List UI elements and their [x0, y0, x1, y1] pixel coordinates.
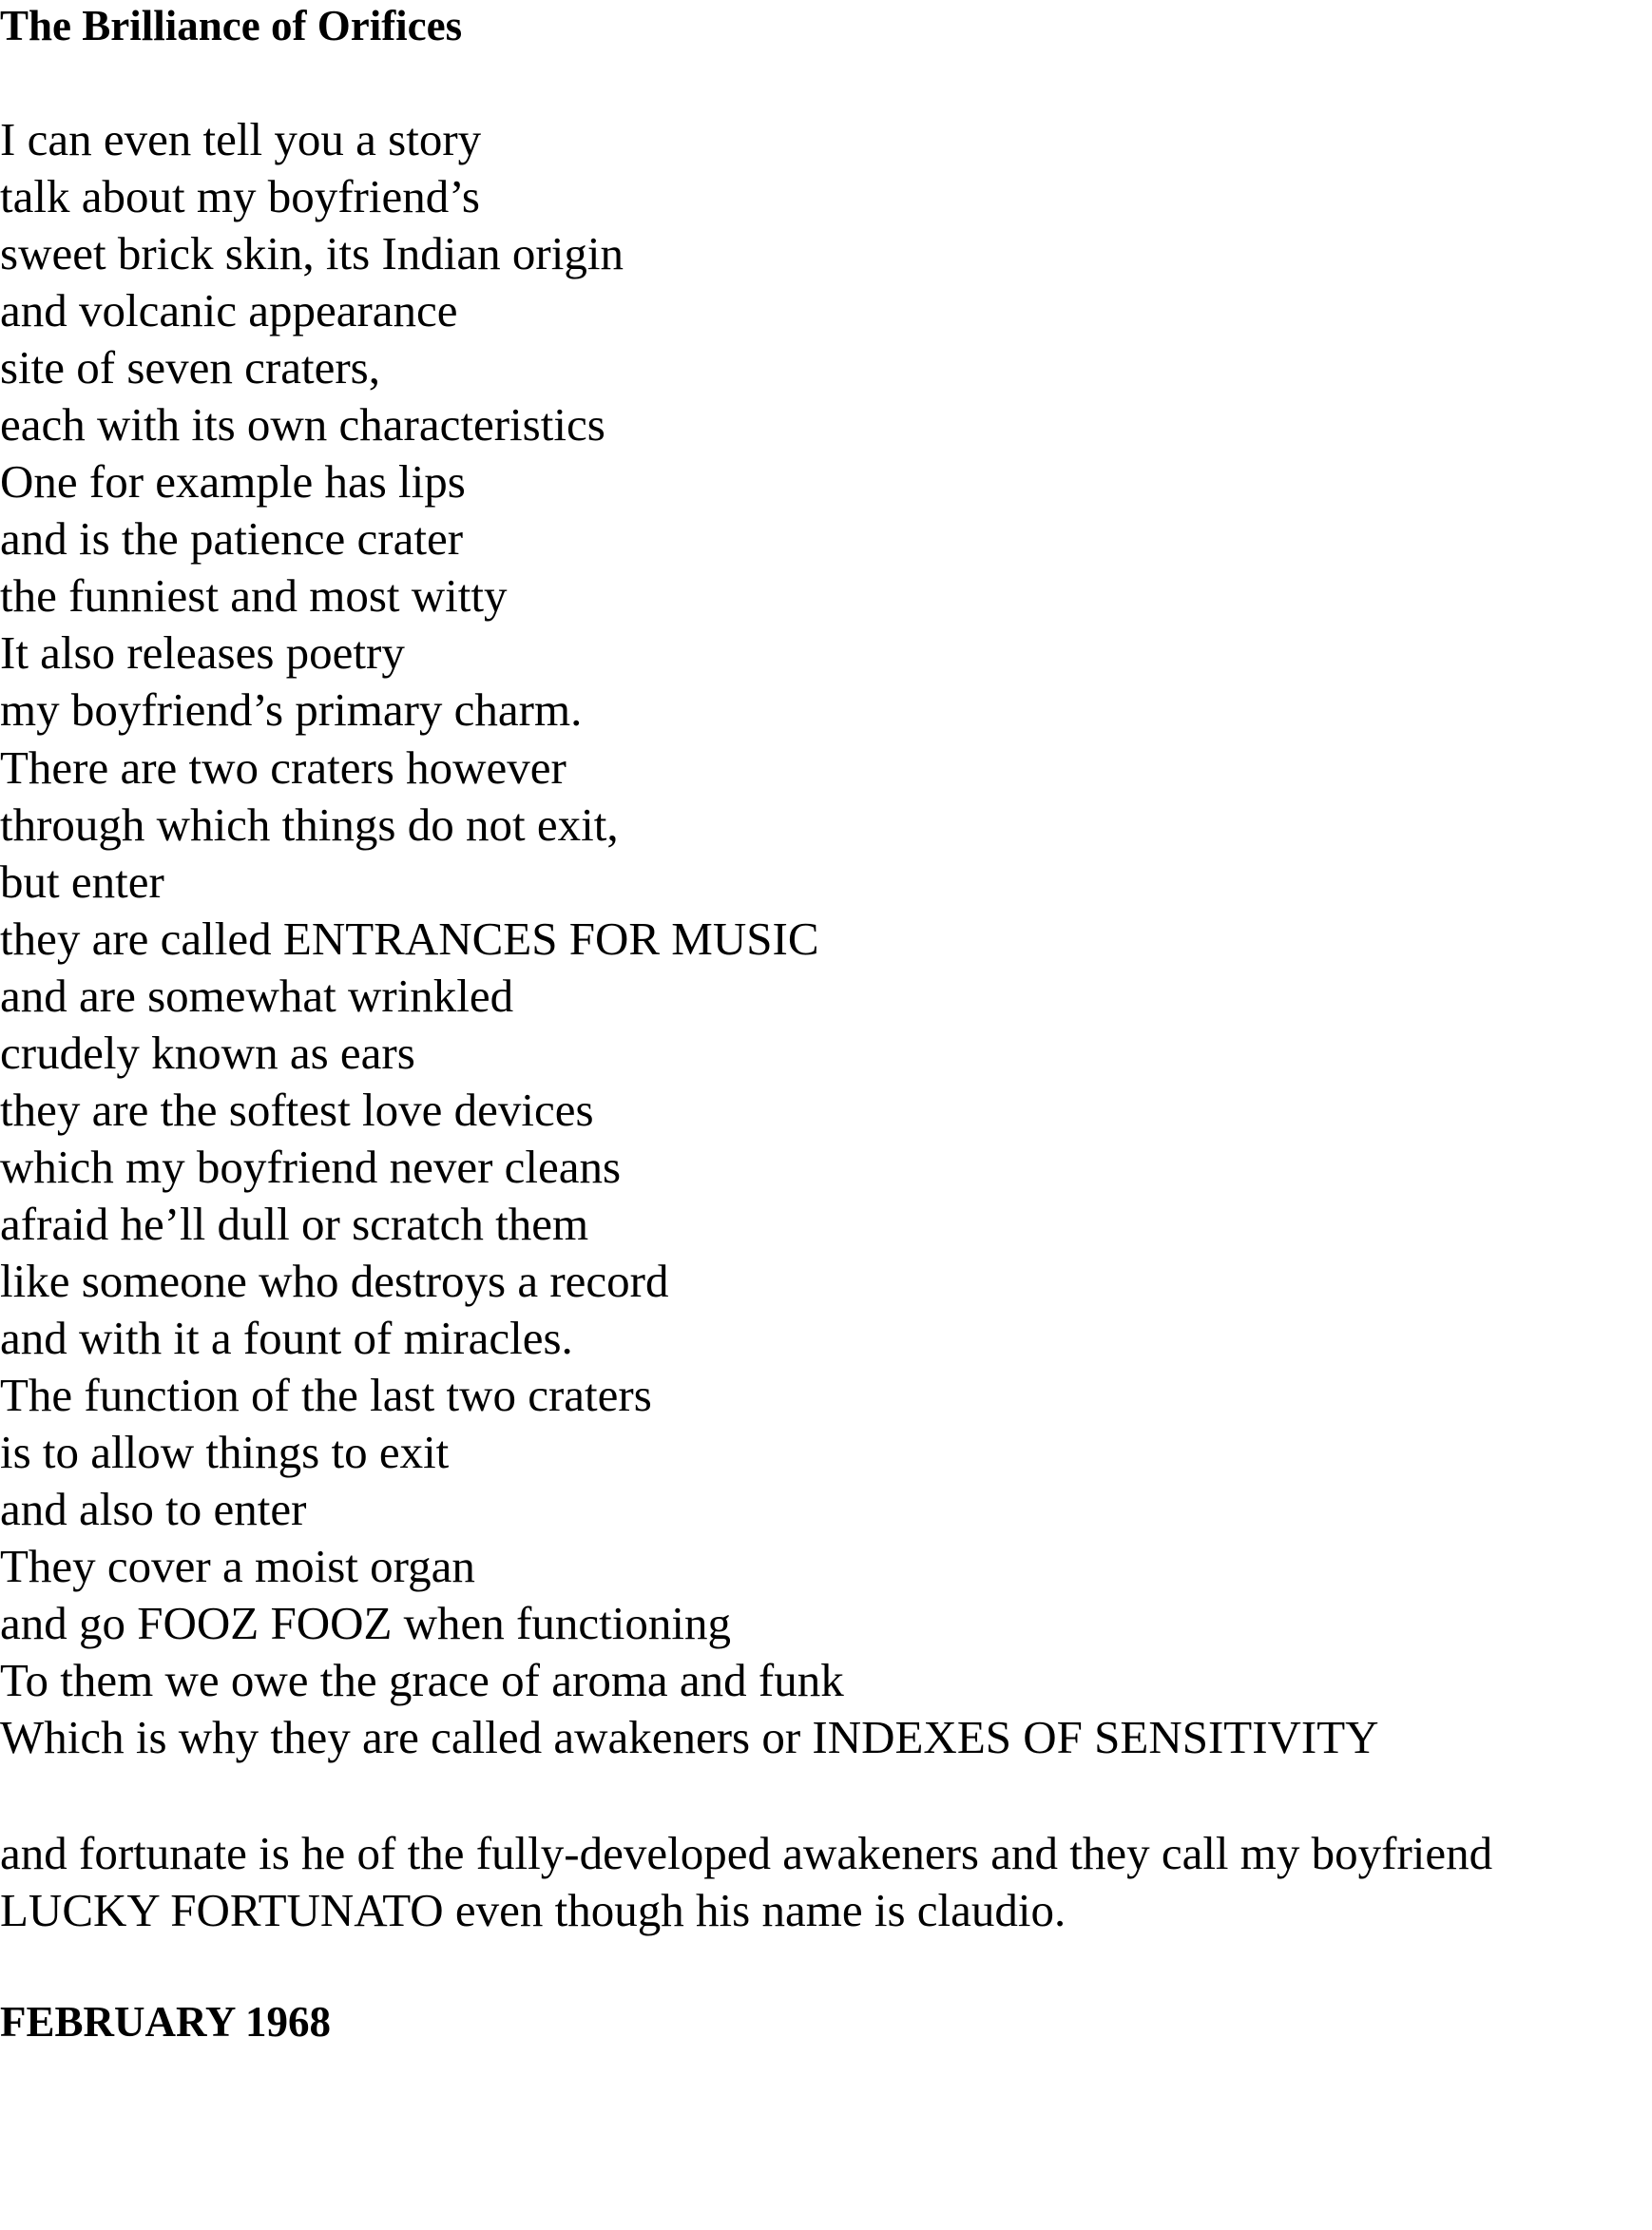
- poem-line: and go FOOZ FOOZ when functioning: [0, 1597, 731, 1650]
- poem-line: sweet brick skin, its Indian origin: [0, 227, 624, 280]
- poem-line: crudely known as ears: [0, 1026, 415, 1079]
- poem-line: I can even tell you a story: [0, 113, 482, 165]
- poem-line: and volcanic appearance: [0, 284, 458, 337]
- poem-line: One for example has lips: [0, 455, 466, 509]
- poem-line: site of seven craters,: [0, 341, 380, 394]
- poem-line: LUCKY FORTUNATO even though his name is claudio.: [0, 1884, 1066, 1937]
- poem-line: and are somewhat wrinkled: [0, 969, 514, 1022]
- poem-line: my boyfriend’s primary charm.: [0, 683, 583, 737]
- poem-line: and is the patience crater: [0, 512, 464, 566]
- poem-line: the funniest and most witty: [0, 569, 508, 623]
- poem-line: they are the softest love devices: [0, 1083, 594, 1136]
- poem-line: through which things do not exit,: [0, 798, 619, 851]
- poem-line: they are called ENTRANCES FOR MUSIC: [0, 912, 819, 965]
- poem-line: is to allow things to exit: [0, 1426, 450, 1479]
- poem-line: They cover a moist organ: [0, 1540, 475, 1593]
- poem-line: There are two craters however: [0, 740, 567, 794]
- poem-line: talk about my boyfriend’s: [0, 170, 480, 223]
- poem-line: but enter: [0, 855, 164, 908]
- poem-line: Which is why they are called awakeners or INDEXES OF SENSITIVITY: [0, 1711, 1379, 1764]
- stanza-1: [0, 111, 1379, 1766]
- poem-line: and fortunate is he of the fully-developed awakeners and they call my boyfriend: [0, 1827, 1493, 1879]
- poem-line: It also releases poetry: [0, 626, 405, 680]
- poem-line: To them we owe the grace of aroma and funk: [0, 1654, 844, 1707]
- poem-line: afraid he’ll dull or scratch them: [0, 1197, 589, 1250]
- poem-line: and also to enter: [0, 1483, 307, 1536]
- poem-line: which my boyfriend never cleans: [0, 1140, 622, 1193]
- poem-line: and with it a fount of miracles.: [0, 1311, 573, 1364]
- stanza-2: [0, 1825, 1492, 1939]
- poem-line: The function of the last two craters: [0, 1369, 652, 1422]
- poem-line: like someone who destroys a record: [0, 1254, 669, 1307]
- poem-date: FEBRUARY 1968: [0, 1998, 332, 2046]
- poem-line: each with its own characteristics: [0, 398, 605, 452]
- poem-title: The Brilliance of Orifices: [0, 2, 463, 49]
